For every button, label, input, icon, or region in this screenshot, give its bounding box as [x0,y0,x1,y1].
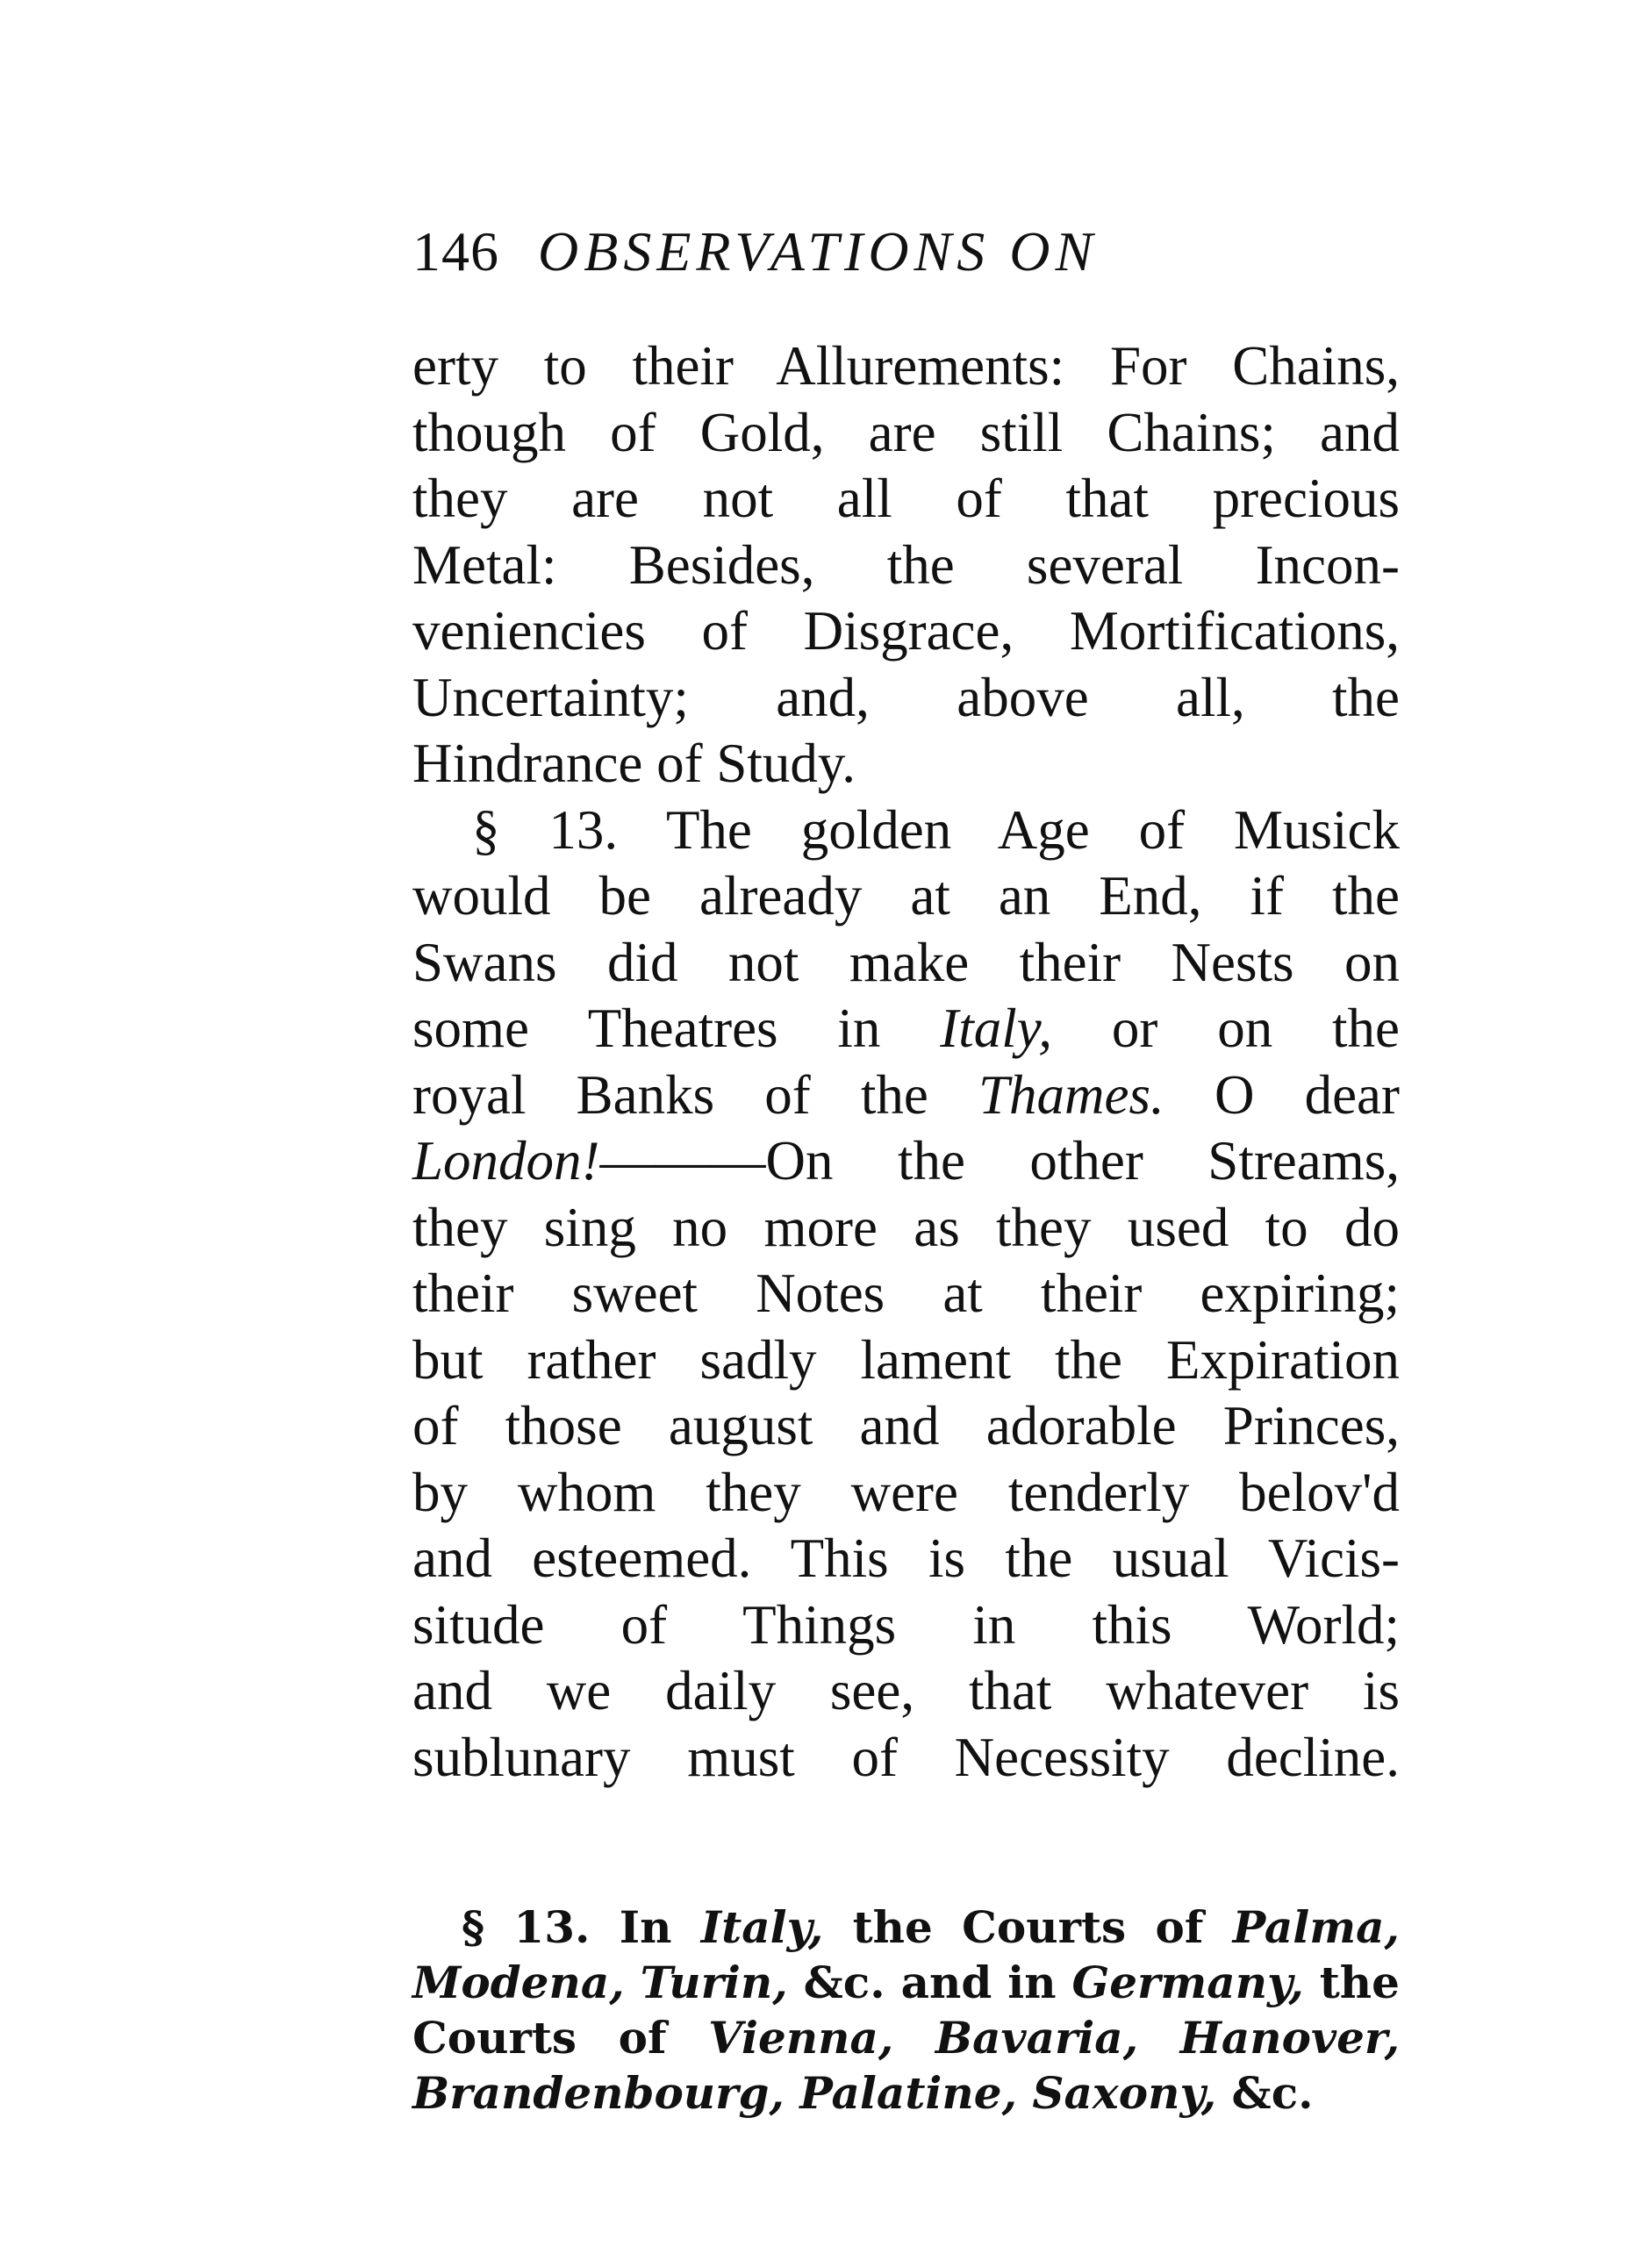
text-line: Uncertainty; and, above all, the [412,666,1400,728]
italic-place-name: London! [412,1130,600,1191]
text-segment: O dear [1214,1063,1400,1126]
italic-place-name: Modena, [412,1957,625,2008]
text-line: Swans did not make their Nests on [412,931,1400,993]
italic-place-name: Vienna, [708,2012,894,2064]
running-title: OBSERVATIONS ON [538,220,1099,283]
text-segment: the Courts of [852,1901,1204,1953]
text-line [412,1128,1400,1195]
text-line: veniencies of Disgrace, Mortifications, [412,600,1400,662]
italic-place-name: Saxony, [1032,2067,1217,2119]
text-line: and we daily see, that whatever is [412,1660,1400,1721]
text-line: and esteemed. This is the usual Vicis- [412,1528,1400,1589]
text-segment: &c. and in [803,1957,1057,2008]
page-header [412,219,1404,298]
footnote-line [412,1900,1400,1955]
italic-place-name: Germany, [1071,1957,1304,2008]
text-line: but rather sadly lament the Expiration [412,1328,1400,1391]
text-segment: royal Banks of the [412,1063,928,1126]
footnote [412,1900,1400,2121]
footnote-label: § 13. [462,1901,591,1953]
text-line: of those august and adorable Princes, [412,1395,1400,1456]
text-segment: ———On the other Streams, [599,1130,1400,1191]
text-line: they are not all of that precious [412,468,1400,529]
text-segment: In [619,1901,672,1953]
footnote-line [412,2010,1400,2065]
text-line: erty to their Allurements: For Chains, [412,335,1400,397]
body-text [412,333,1400,1791]
text-line: by whom they were tenderly belov'd [412,1461,1400,1523]
italic-place-name: Palma, [1232,1901,1400,1953]
italic-place-name: Hanover, [1179,2012,1400,2064]
text-line [412,996,1400,1062]
page-number: 146 [412,220,499,283]
italic-place-name: Palatine, [799,2067,1017,2119]
text-segment: &c. [1231,2067,1314,2119]
text-line [412,1062,1400,1129]
text-segment: or on the [1111,998,1401,1059]
text-line: though of Gold, are still Chains; and [412,401,1400,463]
text-segment: the [1319,1957,1400,2008]
text-line: would be already at an End, if the [412,865,1400,927]
text-line: they sing no more as they used to do [412,1196,1400,1258]
italic-place-name: Turin, [640,1957,788,2008]
paragraph-start-line: § 13. The golden Age of Musick [472,798,1400,861]
text-line: Hindrance of Study. [412,733,856,794]
text-line: Metal: Besides, the several Incon- [412,533,1400,596]
text-line: sublunary must of Necessity decline. [412,1726,1400,1788]
italic-place-name: Bavaria, [935,2012,1139,2064]
text-line: their sweet Notes at their expiring; [412,1263,1400,1324]
text-segment: some Theatres in [412,998,881,1059]
footnote-line [412,1955,1400,2010]
italic-place-name: Italy, [700,1901,824,1953]
italic-place-name: Italy, [940,998,1053,1059]
footnote-line [412,2065,1400,2121]
text-line: situde of Things in this World; [412,1593,1400,1656]
italic-place-name: Brandenbourg, [412,2067,785,2119]
italic-place-name: Thames. [978,1063,1164,1126]
text-segment: Courts of [412,2012,667,2064]
